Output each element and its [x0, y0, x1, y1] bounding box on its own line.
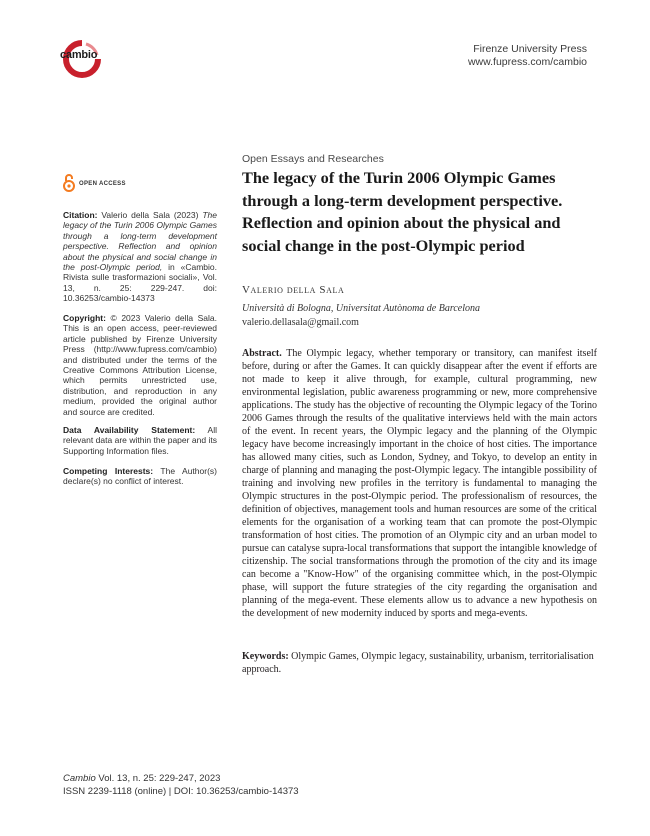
- data-availability-text: All relevant data are within the paper and its Supporting Information files.: [63, 425, 217, 456]
- keywords-text: Olympic Games, Olympic legacy, sustainability, urbanism, territorialisation approach.: [242, 651, 594, 675]
- logo-text: cambio: [60, 49, 98, 61]
- abstract-label: Abstract.: [242, 348, 282, 359]
- data-availability-block: [63, 425, 217, 456]
- footer-journal-line: [63, 773, 299, 786]
- footer-issue: Vol. 13, n. 25: 229-247, 2023: [98, 773, 221, 784]
- citation-rest: in «Cambio. Rivista sulle trasformazioni sociali», Vol. 13, n. 25: 229-247. doi: 10.36253/cambio-14373: [63, 262, 217, 304]
- citation-label: Citation:: [63, 210, 98, 220]
- publisher-name: Firenze University Press: [473, 43, 587, 55]
- citation-authors: Valerio della Sala (2023): [101, 210, 199, 220]
- publisher-url[interactable]: www.fupress.com/cambio: [467, 56, 587, 68]
- author-email[interactable]: valerio.dellasala@gmail.com: [242, 317, 359, 328]
- footer-issn-doi: ISSN 2239-1118 (online) | DOI: 10.36253/cambio-14373: [63, 785, 299, 797]
- keywords: [242, 650, 597, 676]
- author-affiliation: Università di Bologna, Universitat Autònoma de Barcelona: [242, 303, 481, 314]
- abstract-text: The Olympic legacy, whether temporary or transitory, can manifest itself before, during or after the Games. It can quickly disappear after the event if efforts are not made to keep it alive through, for example, cultural programming, new environmental legislation, public awareness programming or new, more comprehensive applications. The study has the objective of recounting the Olympic legacy of the Torino 2006 Games through the results of the qualitative interviews held with the main actors of the event. In recent years, the Olympic legacy and the planning of the Olympic legacy have become increasingly important in the choice of host cities. The importance has allowed many cities, such as London, Sydney, and Tokyo, to develop an entity in charge of planning and managing the post-Olympic legacy. The intangible possibility of training and involving new profiles in the territory is fundamental to managing the Olympic structures in the post-Olympic period. The professionalism of resources, the definition of objectives, management tools and human resources are some of the critical elements for the organisation of a working team that can promote the post-Olympic transformation of host cities. The promotion of an Olympic city and an urban model to pursue can catalyse supra-local transformations that support the intangible knowledge of citizenship. The social transformations through the promotion of the city and its image can become a "Know-How" of the organising committee which, in the post-Olympic phase, will support the future strategies of the city regarding the organisation and planning of the mega-event. These elements allow us to advance a new hypothesis on the development of new modernity induced by sports and mega-events.: [242, 348, 597, 619]
- footer: [63, 773, 299, 798]
- competing-interests-text: The Author(s) declare(s) no conflict of interest.: [63, 466, 217, 487]
- keywords-label: Keywords:: [242, 651, 289, 662]
- data-availability-label: Data Availability Statement:: [63, 425, 196, 435]
- copyright-text: © 2023 Valerio della Sala. This is an open access, peer-reviewed article published by Firenze University Press (http://www.fupress.com/cambio) and distributed under the terms of the Creative Commons Attribution License, which permits unrestricted use, distribution, and reproduction in any medium, provided the original author and source are credited.: [63, 313, 217, 417]
- footer-journal: Cambio: [63, 773, 96, 784]
- article-title: The legacy of the Turin 2006 Olympic Games through a long-term development perspective. Reflection and opinion about the physical and social change in the post-Olympic period: [242, 168, 563, 255]
- copyright-label: Copyright:: [63, 313, 106, 323]
- copyright-block: [63, 313, 217, 417]
- author-name: Valerio della Sala: [242, 284, 345, 296]
- competing-interests-block: [63, 466, 217, 487]
- open-access-label: OPEN ACCESS: [79, 181, 126, 187]
- citation-title: The legacy of the Turin 2006 Olympic Games through a long-term development perspective. Reflection and opinion about the physical and social change in the post-Olympic period,: [63, 210, 217, 273]
- publisher-block: [468, 43, 587, 69]
- citation-block: [63, 210, 217, 304]
- abstract: [242, 347, 597, 620]
- competing-interests-label: Competing Interests:: [63, 466, 154, 476]
- section-label: Open Essays and Researches: [242, 153, 384, 165]
- open-access-lock-icon: [63, 173, 75, 192]
